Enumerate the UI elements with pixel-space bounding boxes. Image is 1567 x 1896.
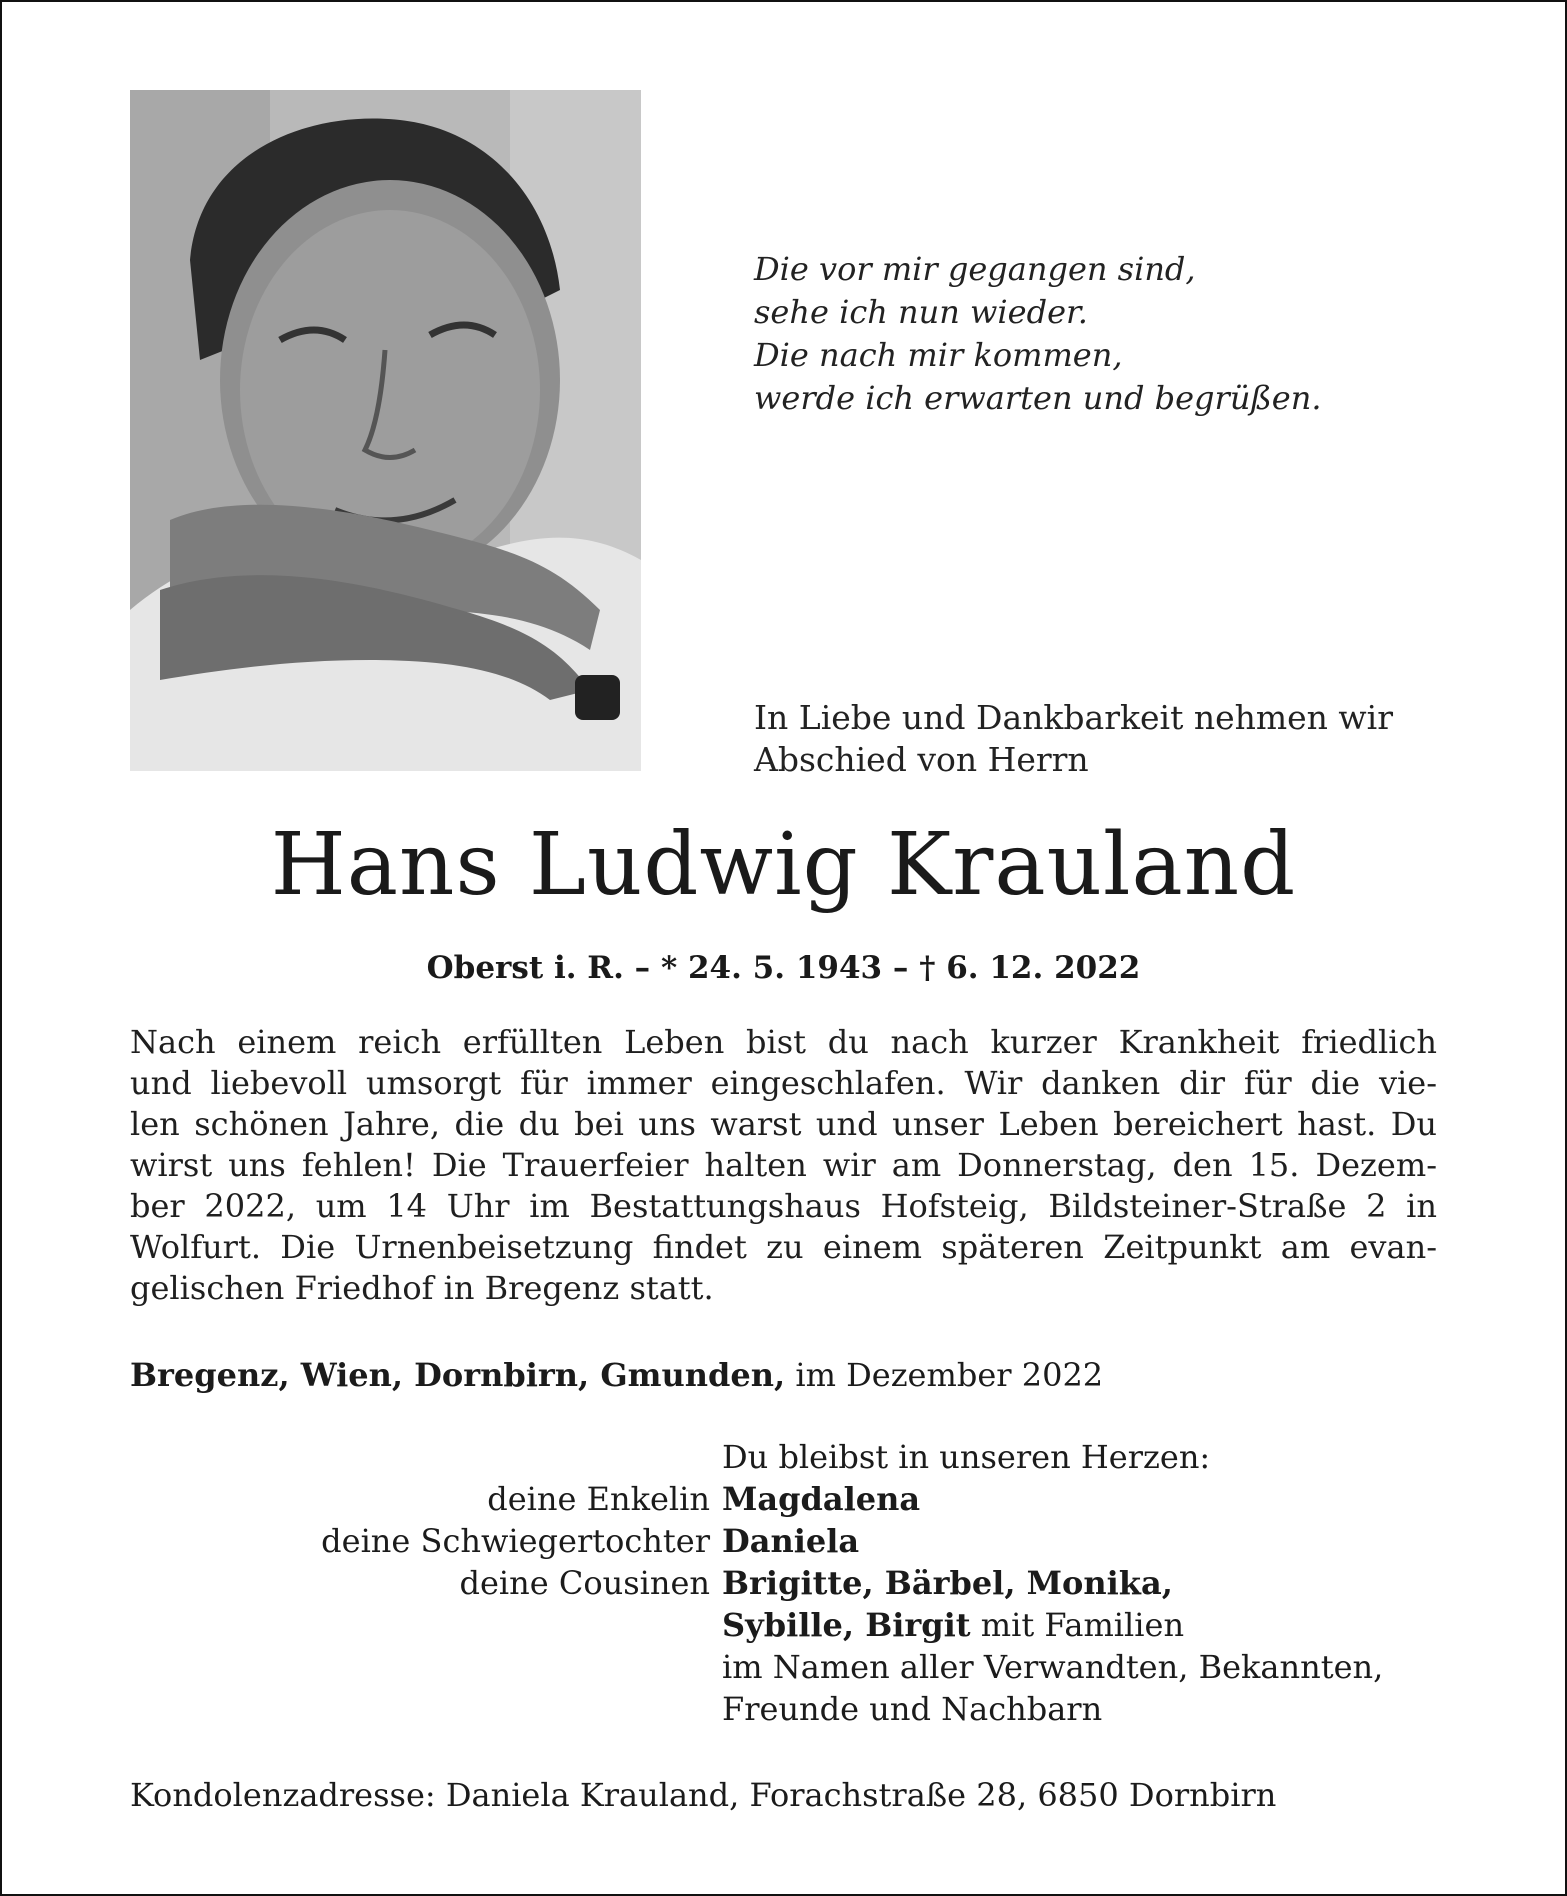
verse-quote <box>754 248 1454 420</box>
verse-line: sehe ich nun wieder. <box>754 293 1088 331</box>
mourner-names: Brigitte, Bärbel, Monika, <box>722 1564 1173 1602</box>
mourner-names: Magdalena <box>722 1480 921 1518</box>
mourners-closing: im Namen aller Verwandten, Bekannten, <box>722 1648 1384 1686</box>
mourner-relation: deine Schwiegertochter <box>321 1522 710 1560</box>
message-line: und liebevoll umsorgt für immer eingeschlafen. Wir danken dir für die vie- <box>130 1064 1437 1102</box>
place-cities: Bregenz, Wien, Dornbirn, Gmunden, <box>130 1356 786 1394</box>
place-date: im Dezember 2022 <box>795 1356 1104 1394</box>
mourner-row <box>130 1562 1470 1604</box>
verse-line: Die nach mir kommen, <box>754 336 1123 374</box>
mourner-row <box>130 1604 1470 1646</box>
obituary-message <box>130 1022 1437 1309</box>
portrait-photo <box>130 90 641 771</box>
mourner-names: Daniela <box>722 1522 860 1560</box>
place-date-line <box>130 1355 1103 1395</box>
mourner-names: Sybille, Birgit <box>722 1606 971 1644</box>
intro-line: Abschied von Herrn <box>754 740 1089 779</box>
message-line: Nach einem reich erfüllten Leben bist du nach kurzer Krankheit friedlich <box>130 1023 1437 1061</box>
mourner-relation <box>130 1604 722 1646</box>
farewell-intro <box>754 697 1474 781</box>
deceased-name: Hans Ludwig Krauland <box>270 815 1297 915</box>
mourner-relation: deine Enkelin <box>487 1480 710 1518</box>
mourners-closing-row <box>130 1646 1470 1688</box>
mourner-row <box>130 1520 1470 1562</box>
message-line: gelischen Friedhof in Bregenz statt. <box>130 1269 714 1307</box>
condolence-address: Kondolenzadresse: Daniela Krauland, Forachstraße 28, 6850 Dornbirn <box>130 1776 1277 1814</box>
mourners-closing-row <box>130 1688 1470 1730</box>
intro-line: In Liebe und Dankbarkeit nehmen wir <box>754 698 1394 737</box>
message-line: wirst uns fehlen! Die Trauerfeier halten wir am Donnerstag, den 15. Dezem- <box>130 1146 1437 1184</box>
portrait-illustration <box>130 90 641 771</box>
mourner-relation: deine Cousinen <box>459 1564 710 1602</box>
verse-line: werde ich erwarten und begrüßen. <box>754 379 1322 417</box>
mourner-suffix: mit Familien <box>980 1606 1185 1644</box>
mourner-row <box>130 1478 1470 1520</box>
mourners-heading-row <box>130 1436 1470 1478</box>
mourners-closing: Freunde und Nachbarn <box>722 1690 1103 1728</box>
message-line: ber 2022, um 14 Uhr im Bestattungshaus Hofsteig, Bildsteiner-Straße 2 in <box>130 1187 1437 1225</box>
deceased-dates: Oberst i. R. – * 24. 5. 1943 – † 6. 12. 2022 <box>426 950 1141 986</box>
mourners-heading: Du bleibst in unseren Herzen: <box>722 1438 1211 1476</box>
verse-line: Die vor mir gegangen sind, <box>754 250 1196 288</box>
mourners-list <box>130 1436 1470 1730</box>
message-line: Wolfurt. Die Urnenbeisetzung findet zu einem späteren Zeitpunkt am evan- <box>130 1228 1437 1266</box>
message-line: len schönen Jahre, die du bei uns warst und unser Leben bereichert hast. Du <box>130 1105 1437 1143</box>
